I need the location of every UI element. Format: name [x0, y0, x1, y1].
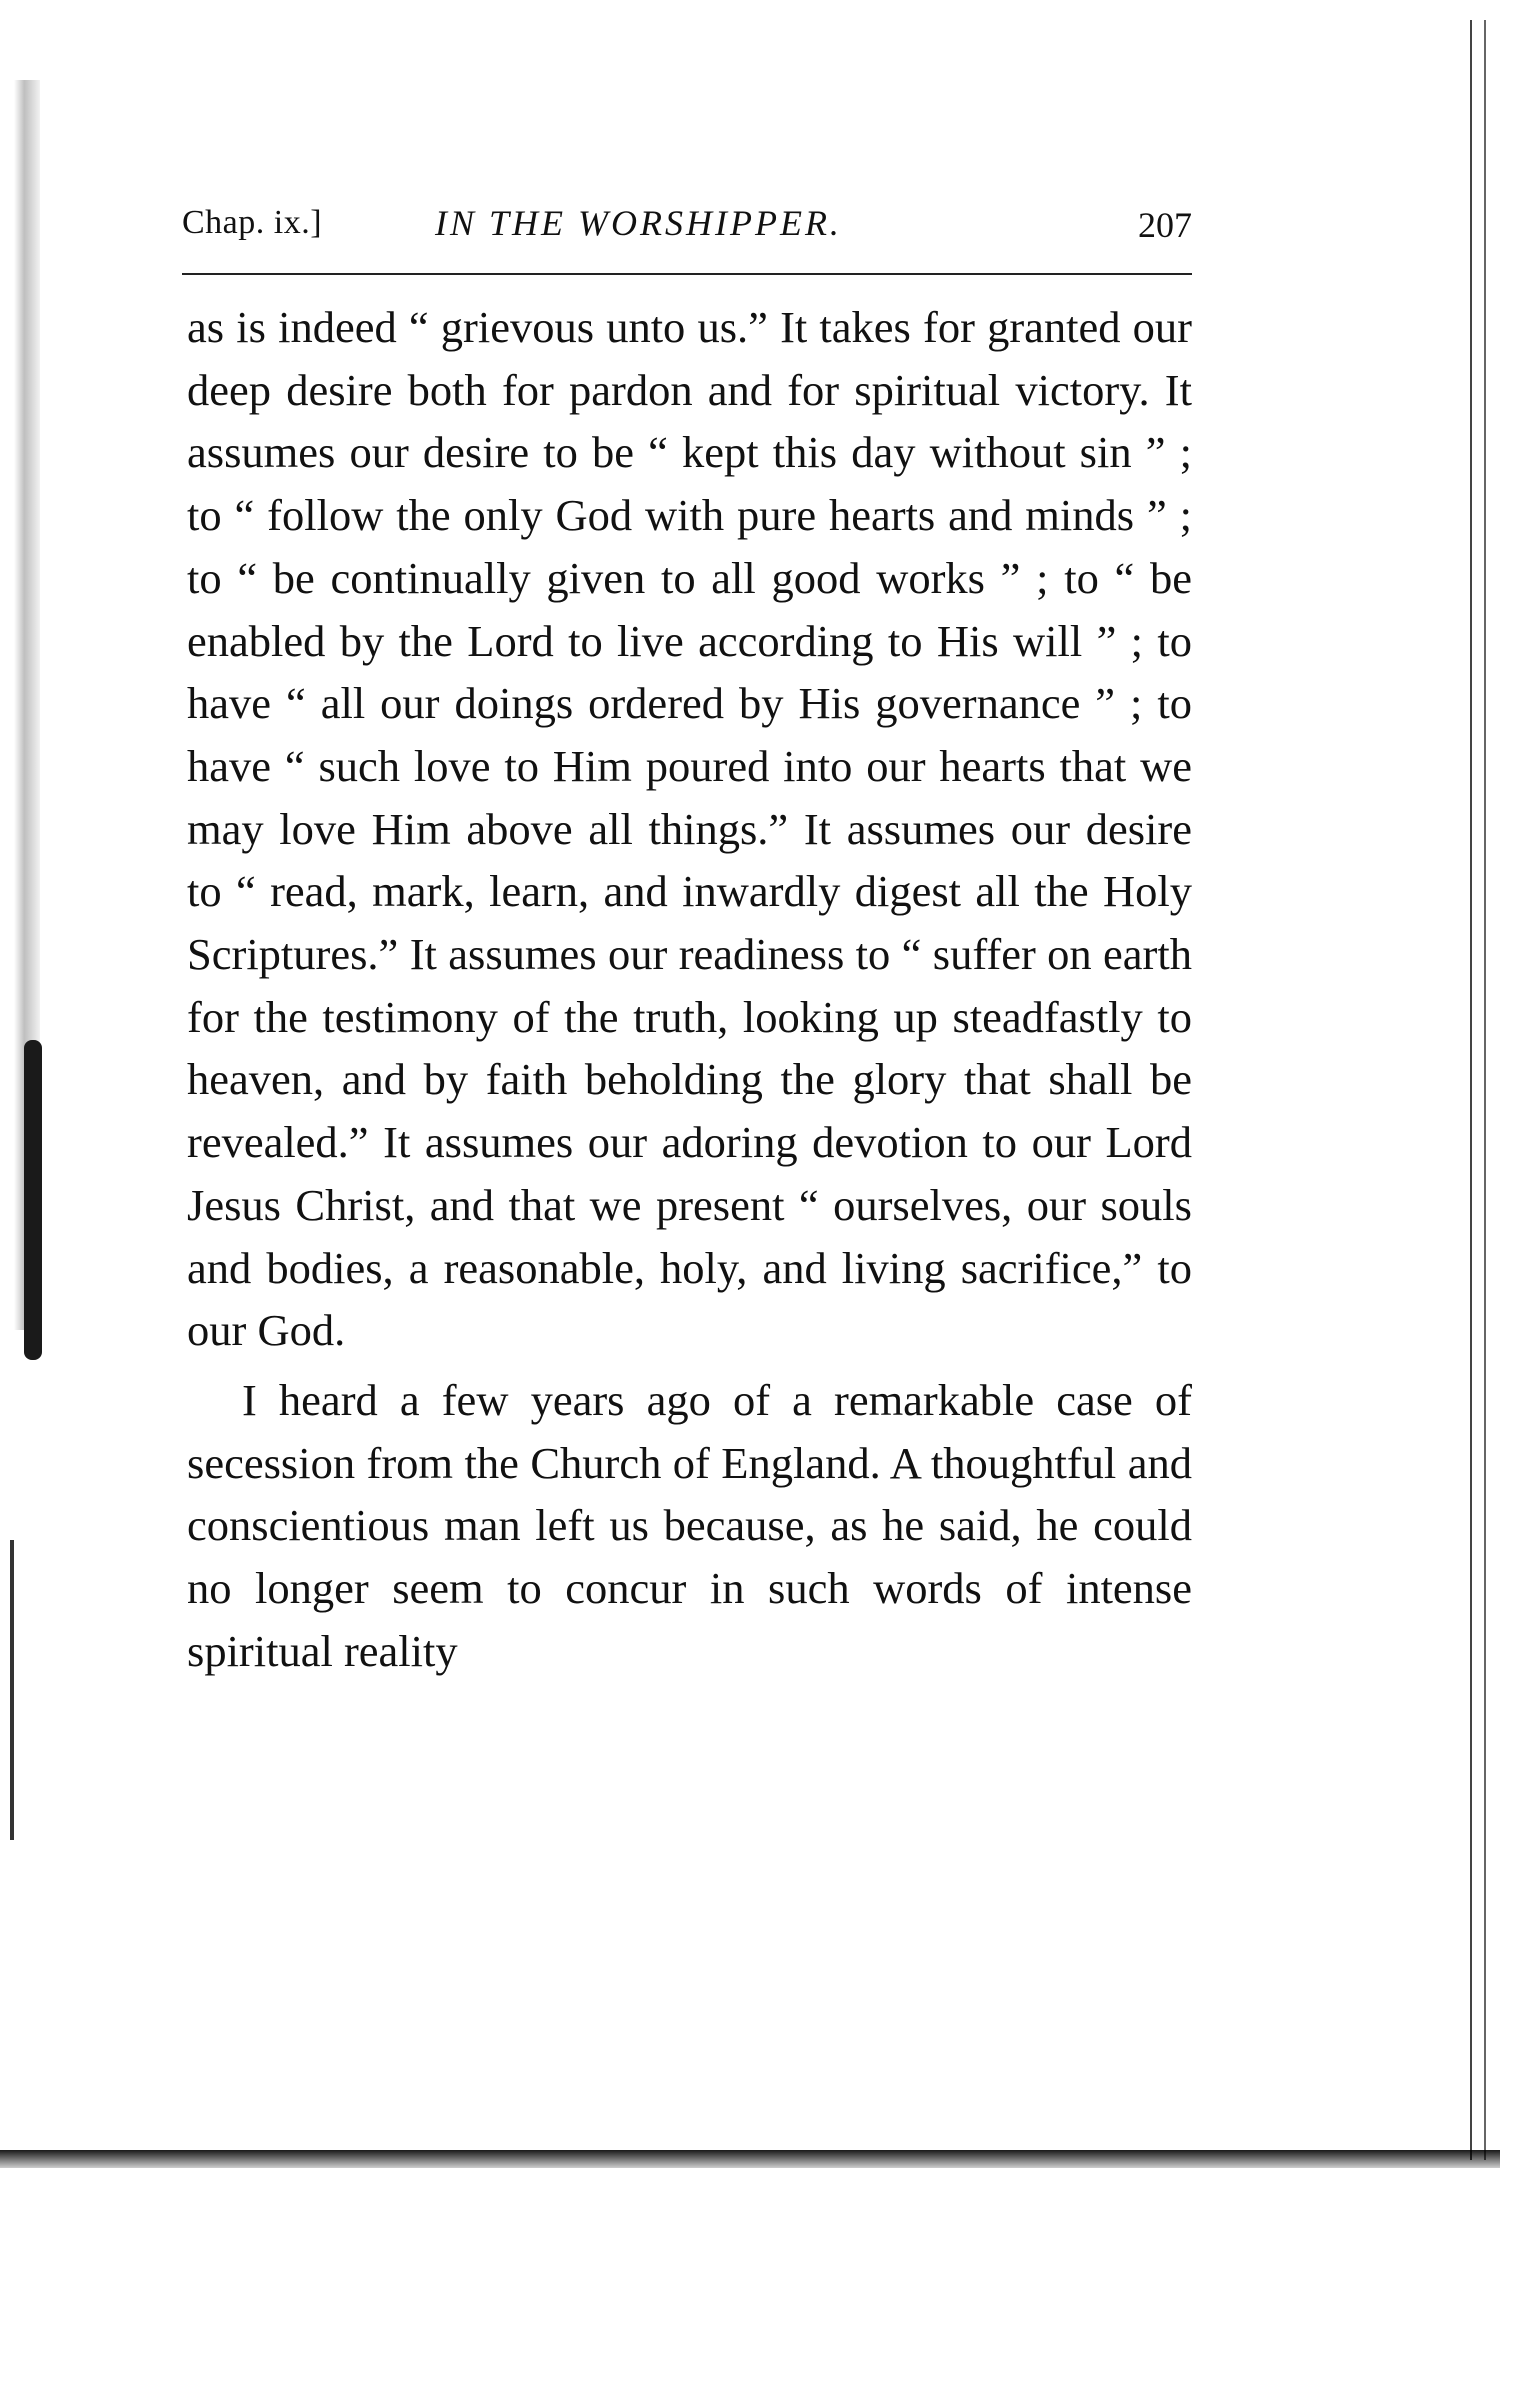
binding-mark-thin: [10, 1540, 14, 1840]
paragraph: I heard a few years ago of a remarkable case of secession from the Church of England. A thoughtful and conscientious man left us because, as he said, he could no longer seem to concur in such words of intense spiritual reality: [187, 1374, 1192, 1676]
page-edge-line: [1470, 20, 1472, 2160]
page-number: 207: [1138, 205, 1192, 245]
binding-mark-dark: [24, 1040, 42, 1360]
running-title: IN THE WORSHIPPER.: [435, 203, 842, 243]
paragraph: as is indeed “ grievous unto us.” It takes for granted our deep desire both for pardon and for spiritual victory. It assumes our desire to be “ kept this day without sin ” ; to “ follow the only God with pure hearts and minds ” ; to “ be continually given to all good works ” ; to “ be enabled by the Lord to live according to His will ” ; to have “ all our doings ordered by His governance ” ; to have “ such love to Him poured into our hearts that we may love Him above all things.” It assumes our desire to “ read, mark, learn, and inwardly digest all the Holy Scriptures.” It assumes our readiness to “ suffer on earth for the testimony of the truth, looking up steadfastly to heaven, and by faith beholding the glory that shall be revealed.” It assumes our adoring devotion to our Lord Jesus Christ, and that we present “ ourselves, our souls and bodies, a reasonable, holy, and living sacrifice,” to our God.: [187, 302, 1192, 1356]
header-rule: [182, 273, 1192, 275]
running-header: [182, 198, 1192, 258]
page-bottom-edge: [0, 2150, 1500, 2168]
body-text: [187, 296, 1192, 1682]
chapter-label: Chap. ix.]: [182, 204, 323, 241]
page-edge-line: [1484, 20, 1486, 2160]
